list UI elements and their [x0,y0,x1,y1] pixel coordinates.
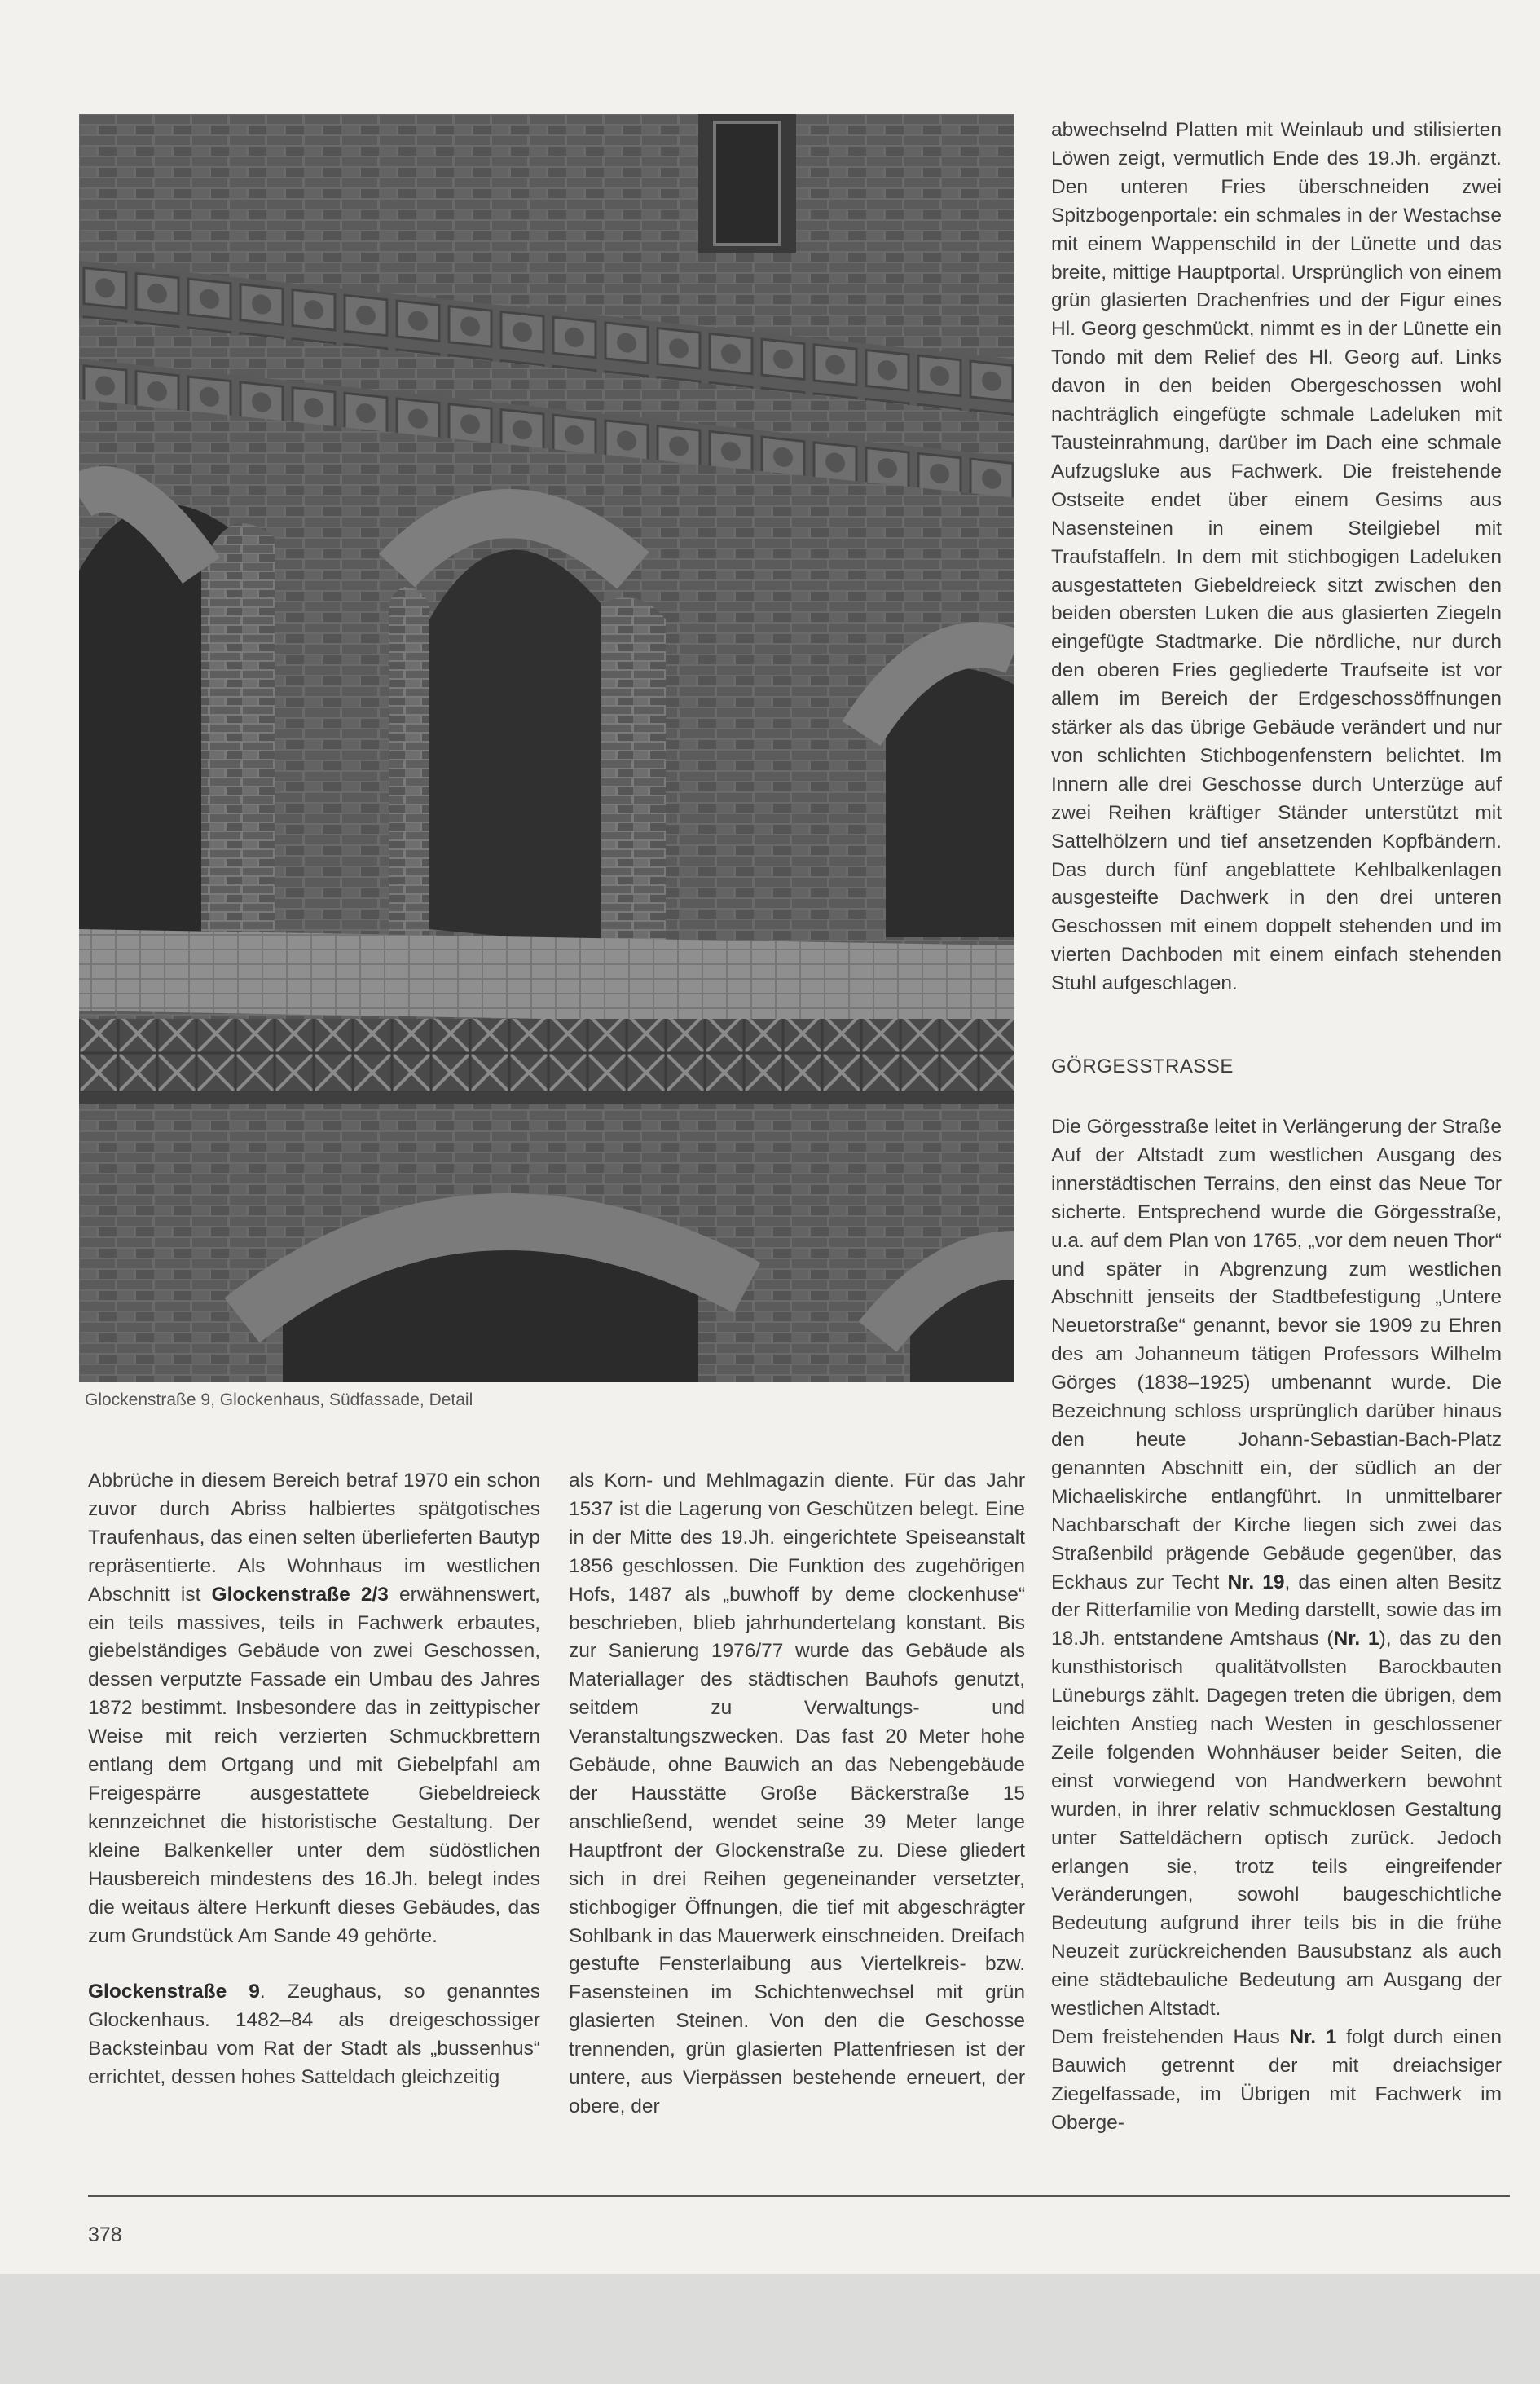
text-run: folgt durch einen Bauwich getrennt der mit dreiachsiger Ziegelfassade, im Übrigen mit Fachwerk im Oberge- [1051,2026,1502,2134]
paragraph: abwechselnd Platten mit Weinlaub und stilisierten Löwen zeigt, vermutlich Ende des 19.Jh. ergänzt. Den unteren Fries überschneiden zwei Spitzbogenportale: ein schmales in der Westachse mit einem Wappenschild in der Lünette und das breite, mittige Hauptportal. Ursprünglich von einem grün glasierten Drachenfries und der Figur eines Hl. Georg geschmückt, nimmt es in der Lünette ein Tondo mit dem Relief des Hl. Georg auf. Links davon in den beiden Obergeschossen wohl nachträglich eingefügte schmale Ladeluken mit Tausteinrahmung, darüber im Dach eine schmale Aufzugsluke aus Fachwerk. Die freistehende Ostseite endet über einem Gesims aus Nasensteinen in einem Steilgiebel mit Traufstaffeln. In dem mit stichbogigen Ladeluken ausgestatteten Giebeldreieck sitzt zwischen den beiden obersten Luken die aus glasierten Ziegeln eingefügte Stadtmarke. Die nördliche, nur durch den oberen Fries gegliederte Traufseite ist vor allem im Bereich der Erdgeschossöffnungen stärker als das übrige Gebäude verändert und nur von schlichten Stichbogenfenstern belichtet. Im Innern alle drei Geschosse durch Unterzüge auf zwei Reihen kräftiger Ständer unterstützt mit Sattelhölzern und tief ansetzenden Kopfbändern. Das durch fünf angeblattete Kehlbalkenlagen ausgesteifte Dachwerk in den drei unteren Geschossen mit einem doppelt stehenden und im vierten Dachboden mit einem einfach stehenden Stuhl aufgeschlagen. [1051,119,1502,995]
house-number: Nr. 1 [1333,1628,1379,1650]
paragraph [88,1467,540,1950]
footer-rule [88,2195,1510,2197]
address-glockenstrasse-9: Glockenstraße 9 [88,1981,260,2003]
text-run: erwähnenswert, ein teils massives, teils in Fachwerk erbautes, giebelständiges Gebäude von zwei Geschossen, dessen verputzte Fassade ein Umbau des Jahres 1872 bestimmt. Insbesondere das in zeittypischer Weise mit reich verzierten Schmuckbrettern entlang dem Ortgang und mit Giebelpfahl am Freigespärre ausgestattete Giebeldreieck kennzeichnet die historistische Gestaltung. Der kleine Balkenkeller unter dem südöstlichen Hausbereich mindestens des 16.Jh. belegt indes die weitaus ältere Herkunft dieses Gebäudes, das zum Grundstück Am Sande 49 gehörte. [88,1583,540,1947]
text-run: Abbrüche in diesem Bereich betraf 1970 ein schon zuvor durch Abriss halbiertes spätgotisches Traufenhaus, das einen selten überlieferten Bautyp repräsentierte. Als Wohnhaus im westlichen Abschnitt ist [88,1470,540,1606]
text-column-right-bottom [1051,1113,1502,2138]
paragraph [1051,2024,1502,2138]
text-run: , das einen alten Besitz der Ritterfamilie von Meding darstellt, sowie das im 18.Jh. entstandene Amtshaus ( [1051,1571,1502,1650]
address-glockenstrasse-2-3: Glockenstraße 2/3 [211,1583,389,1606]
viewer-footer [0,2274,1540,2384]
facade-photo [79,114,1014,1382]
text-column-middle [569,1467,1025,2122]
brick-facade-image [79,114,1014,1382]
paragraph: als Korn- und Mehlmagazin diente. Für das Jahr 1537 ist die Lagerung von Geschützen belegt. Eine in der Mitte des 19.Jh. eingerichtete Speiseanstalt 1856 geschlossen. Die Funktion des zugehörigen Hofs, 1487 als „buwhoff by deme clockenhuse“ beschrieben, blieb jahrhundertelang konstant. Bis zur Sanierung 1976/77 wurde das Gebäude als Materiallager des städtischen Bauhofs genutzt, seitdem zu Verwaltungs- und Veranstaltungszwecken. Das fast 20 Meter hohe Gebäude, ohne Bauwich an das Nebengebäude der Hausstätte Große Bäckerstraße 15 anschließend, wendet seine 39 Meter lange Hauptfront der Glockenstraße zu. Diese gliedert sich in drei Reihen gegeneinander versetzter, stichbogiger Öffnungen, die tief mit abgeschrägter Sohlbank in das Mauerwerk einschneiden. Dreifach gestufte Fensterlaibung aus Viertelkreis- bzw. Fasensteinen im Schichtenwechsel mit grün glasierten Steinen. Von den die Geschosse trennenden, grün glasierten Plattenfriesen ist der untere, aus Vierpässen bestehende erneuert, der obere, der [569,1470,1025,2117]
text-run: ), das zu den kunsthistorisch qualitätvollsten Barockbauten Lüneburgs zählt. Dagegen treten die übrigen, dem leichten Anstieg nach Westen in geschlossener Zeile folgenden Wohnhäuser beider Seiten, die einst vorwiegend von Handwerkern bewohnt wurden, in ihrer relativ schmucklosen Gestaltung unter Satteldächern optisch zurück. Jedoch erlangen sie, trotz teils eingreifender Veränderungen, sowohl baugeschichtliche Bedeutung aufgrund ihrer teils bis in die frühe Neuzeit zurückreichenden Bausubstanz als auch eine städtebauliche Bedeutung am Ausgang der westlichen Altstadt. [1051,1628,1502,2020]
section-heading: GÖRGESSTRASSE [1051,1055,1234,1077]
page-number: 378 [88,2223,122,2246]
house-number: Nr. 19 [1227,1571,1285,1593]
paragraph [1051,1113,1502,2024]
text-run: Dem freistehenden Haus [1051,2026,1290,2048]
house-number: Nr. 1 [1289,2026,1337,2048]
paragraph [88,1978,540,2092]
text-run: Die Görgesstraße leitet in Verlängerung der Straße Auf der Altstadt zum westlichen Ausgang des innerstädtischen Terrains, den einst das Neue Tor sicherte. Entsprechend wurde die Görgesstraße, u.a. auf dem Plan von 1765, „vor dem neuen Thor“ und später in Abgrenzung zum westlichen Abschnitt jenseits der Stadtbefestigung „Untere Neuetorstraße“ genannt, bevor sie 1909 zu Ehren des am Johanneum tätigen Professors Wilhelm Görges (1838–1925) umbenannt wurde. Die Bezeichnung schloss ursprünglich darüber hinaus den heute Johann-Sebastian-Bach-Platz genannten Abschnitt ein, der südlich an der Michaeliskirche entlangführt. In unmittelbarer Nachbarschaft der Kirche liegen sich zwei das Straßenbild prägende Gebäude gegenüber, das Eckhaus zur Techt [1051,1116,1502,1593]
photo-caption: Glockenstraße 9, Glockenhaus, Südfassade, Detail [85,1390,473,1409]
text-column-right-top [1051,117,1502,998]
text-column-left [88,1467,540,2092]
text-run: . Zeughaus, so genanntes Glockenhaus. 1482–84 als dreigeschossiger Backsteinbau vom Rat der Stadt als „bussenhus“ errichtet, dessen hohes Satteldach gleichzeitig [88,1981,540,2089]
